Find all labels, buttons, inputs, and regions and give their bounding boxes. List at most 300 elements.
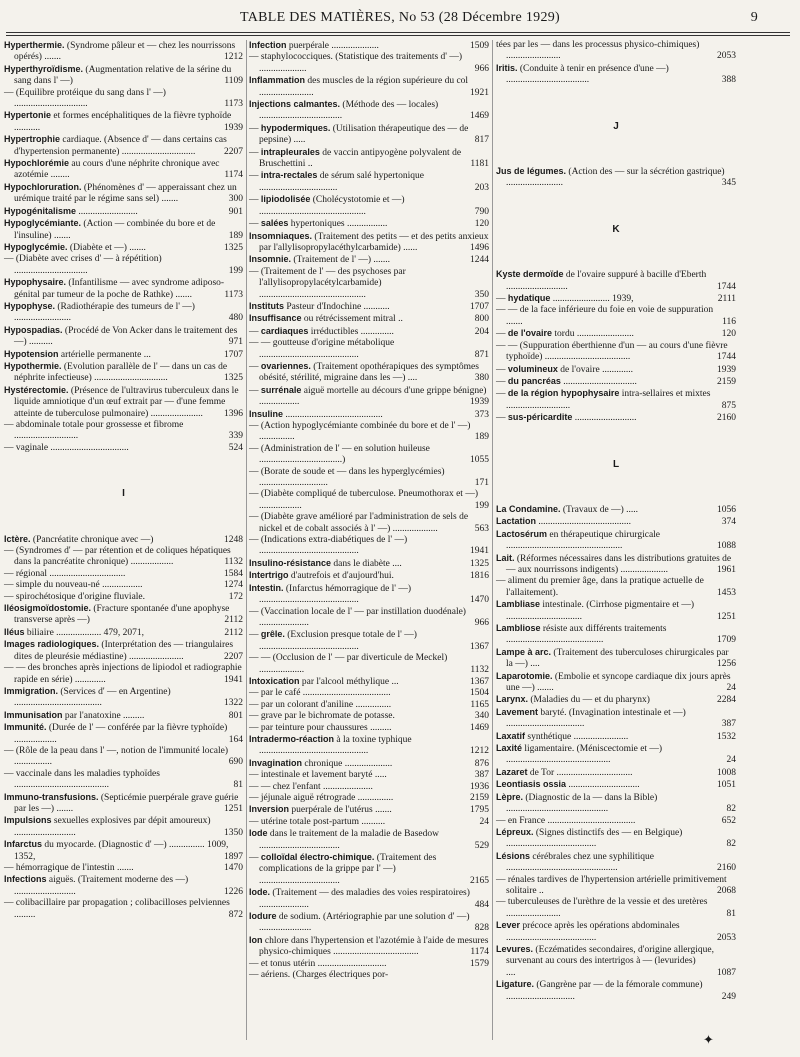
entry-page-ref: 484: [474, 899, 489, 910]
entry-page-ref: 1088: [717, 541, 736, 552]
entry-text: — (Diabète compliqué de tuberculose. Pneumothorax et —) ..................: [249, 489, 478, 511]
index-entry: [4, 592, 243, 603]
index-entry: [496, 707, 736, 731]
entry-text: — (Administration de l' — en solution huileuse ...................................): [249, 443, 430, 466]
entry-text: Hypospadias. (Procédé de Von Acker dans le traitement des —) ..........: [4, 324, 238, 348]
entry-text: — simple du nouveau-né .................: [4, 580, 143, 591]
entry-page-ref: 524: [228, 442, 243, 453]
entry-page-ref: 1709: [717, 635, 736, 646]
index-entry: [496, 376, 736, 388]
entry-page-ref: 875: [721, 400, 736, 411]
entry-page-ref: 171: [474, 478, 489, 489]
section-spacer: [496, 235, 736, 269]
index-entry: [249, 535, 489, 558]
entry-text: Inflammation des muscles de la région supérieure du col .......................: [249, 75, 469, 98]
entry-page-ref: 1939: [224, 122, 243, 133]
index-entry: [249, 959, 489, 970]
entry-text: — cardiaques irréductibles ..............: [249, 325, 394, 337]
index-entry: [4, 325, 243, 349]
entry-text: Lait. (Réformes nécessaires dans les distributions gratuites de — aux nourrissons indigents) ....................: [496, 552, 732, 575]
entry-page-ref: 1008: [717, 767, 736, 778]
entry-page-ref: 373: [474, 409, 489, 420]
entry-page-ref: 563: [474, 523, 489, 534]
entry-page-ref: 1367: [470, 676, 489, 687]
index-entry: [496, 529, 736, 553]
section-spacer: [496, 425, 736, 459]
entry-text: — colloïdal électro-chimique. (Traitement des complications de la grippe par l' —) ..................................: [249, 852, 437, 886]
index-entry: [4, 580, 243, 591]
entry-text: Insomniaques. (Traitement des petits — et des petits anxieux par l'allylisopropylacéthylcarbamide) ......: [249, 230, 489, 253]
entry-text: — sus-péricardite ..........................: [496, 412, 637, 424]
index-entry: [496, 328, 736, 340]
entry-text: Iritis. (Conduite à tenir en présence d'une —) ...................................: [496, 62, 669, 86]
entry-text: Lépreux. (Signes distinctifs des — en Belgique) ......................................: [496, 826, 683, 850]
entry-text: Laxatif synthétique .......................: [496, 730, 629, 742]
entry-text: — abdominale totale pour grossesse et fibrome ...........................: [4, 420, 184, 442]
entry-page-ref: 1173: [224, 289, 243, 300]
entry-text: — — goutteuse d'origine métabolique ..........................................: [249, 338, 395, 360]
index-entry: [4, 863, 243, 874]
entry-text: — salées hypertoniques .................: [249, 218, 388, 230]
entry-text: — du pancréas ...............................: [496, 375, 637, 387]
entry-page-ref: 1367: [470, 641, 489, 652]
entry-page-ref: 2159: [470, 793, 489, 803]
index-entry: [496, 293, 736, 305]
index-entry: [249, 267, 489, 301]
entry-page-ref: 2068: [717, 885, 736, 896]
index-entry: [4, 815, 243, 839]
index-entry: [496, 412, 736, 424]
entry-page-ref: 1470: [224, 863, 243, 873]
entry-text: — staphylococciques. (Statistique des traitements d' —) ....................: [249, 52, 463, 74]
entry-page-ref: 249: [721, 991, 736, 1002]
index-entry: [4, 64, 243, 88]
entry-text: Lavement baryté. (Invagination intestinale et —) .................................: [496, 706, 686, 730]
index-entry: [4, 420, 243, 443]
page-title: TABLE DES MATIÈRES, No 53 (28 Décembre 1929): [239, 10, 561, 25]
entry-text: Iléosigmoïdostomie. (Fracture spontanée d'une apophyse transverse après —): [4, 603, 230, 626]
entry-page-ref: 1181: [470, 159, 489, 170]
index-entry: [249, 770, 489, 781]
entry-text: Intoxication par l'alcool méthylique ...: [249, 675, 399, 687]
entry-page-ref: 2207: [224, 651, 243, 662]
entry-text: — vaginale .................................: [4, 442, 129, 453]
index-entry: [4, 301, 243, 325]
entry-page-ref: 1496: [470, 242, 489, 253]
index-entry: [4, 110, 243, 134]
index-entry: [4, 792, 243, 816]
entry-text: Laparotomie. (Embolie et syncope cardiaque dix jours après une —) .......: [496, 670, 731, 694]
entry-page-ref: 1470: [470, 595, 489, 606]
index-entry: [496, 341, 736, 364]
entry-text: La Condamine. (Travaux de —) .....: [496, 503, 638, 515]
entry-page-ref: 1921: [470, 87, 489, 98]
index-entry: [249, 911, 489, 935]
entry-page-ref: 24: [479, 816, 489, 827]
entry-page-ref: 2053: [717, 932, 736, 943]
index-entry: [4, 534, 243, 546]
entry-text: — (Equilibre protéique du sang dans l' —) ...............................: [4, 87, 166, 110]
index-entry: [496, 851, 736, 875]
section-letter: L: [612, 458, 620, 470]
entry-text: — lipiodolisée (Cholécystotomie et —) .............................................: [249, 194, 405, 217]
entry-text: — intrapleurales de vaccin antipyogène polyvalent de Bruschettini ..: [249, 146, 462, 170]
entry-page-ref: 1939: [470, 397, 489, 408]
index-entry: [496, 599, 736, 623]
entry-text: Immunisation par l'anatoxine .........: [4, 709, 145, 721]
index-entry: [249, 583, 489, 607]
index-entry: [496, 979, 736, 1003]
entry-page-ref: 652: [721, 815, 736, 826]
entry-text: Hypoglycémiante. (Action — combinée du bore et de l'insuline) .......: [4, 218, 216, 241]
entry-page-ref: 2112: [224, 627, 243, 638]
index-entry: [4, 361, 243, 385]
entry-page-ref: 2165: [470, 875, 489, 886]
index-entry: [496, 694, 736, 706]
entry-page-ref: 1816: [470, 571, 489, 582]
section-spacer: [496, 470, 736, 504]
entry-text: — — (Suppuration éberthienne d'un — au cours d'une fièvre typhoïde) ....................................: [496, 340, 728, 363]
entry-text: Hypochloruration. (Phénomènes d' — apperaissant chez un urémique traité par le régime sans sel) .......: [4, 181, 237, 205]
entry-page-ref: 203: [474, 182, 489, 193]
entry-page-ref: 1579: [470, 958, 489, 969]
index-entry: [249, 326, 489, 338]
entry-page-ref: 901: [228, 206, 243, 217]
index-entry: [496, 827, 736, 851]
entry-page-ref: 971: [228, 337, 243, 348]
entry-text: Levures. (Eczématides secondaires, d'origine allergique, survenant au cours des intertrigos à — (levurides) ....: [496, 943, 714, 978]
section-letter: K: [612, 223, 620, 235]
entry-text: — (Action hypoglycémiante combinée du bore et de l' —) ...............: [249, 421, 471, 443]
index-entry: [4, 769, 243, 792]
entry-text: — par teinture pour chaussures .........: [249, 722, 392, 733]
entry-page-ref: 82: [726, 839, 736, 850]
index-entry: [249, 385, 489, 409]
index-entry: [4, 242, 243, 254]
index-entry: [496, 875, 736, 898]
entry-page-ref: 1109: [224, 76, 243, 87]
entry-text: Infections aiguës. (Traitement moderne des —) ..........................: [4, 874, 189, 897]
entry-page-ref: 1055: [470, 455, 489, 466]
index-entry: [4, 627, 243, 639]
index-entry: [4, 182, 243, 206]
entry-page-ref: 1056: [717, 504, 736, 515]
index-entry: [249, 313, 489, 325]
entry-page-ref: 876: [474, 758, 489, 769]
entry-text: — ovariennes. (Traitement opothérapiques des symptômes obésité, stérilité, migraine dans les —) ....: [249, 360, 479, 384]
entry-text: — et tonus utérin .............................: [249, 958, 387, 969]
page-header: [0, 8, 800, 30]
index-entry: [496, 647, 736, 671]
entry-text: — spirochétosique d'origine fluviale.: [4, 591, 146, 602]
entry-text: Impulsions sexuelles explosives par dépit amoureux) ..........................: [4, 815, 211, 838]
entry-text: — (Syndromes d' — par rétention et de coliques hépatiques dans la pancréatite chronique) ..................: [4, 546, 231, 568]
entry-text: — tuberculeuses de l'urèthre de la vessie et des uretères .......................: [496, 897, 708, 919]
index-entry: [4, 839, 243, 863]
entry-text: Lésions cérébrales chez une syphilitique ...............................................: [496, 850, 654, 874]
entry-page-ref: 300: [228, 194, 243, 205]
entry-page-ref: 374: [721, 517, 736, 528]
entry-page-ref: 966: [474, 617, 489, 628]
index-entry: [249, 758, 489, 770]
entry-text: Hystérectomie. (Présence de l'ultravirus tuberculeux dans le liquide amniotique d'un œuf extrait par — d'une femme atteinte de tuberculose pulmonaire) ......................: [4, 384, 239, 419]
entry-page-ref: 1226: [224, 886, 243, 897]
entry-page-ref: 1350: [224, 827, 243, 838]
entry-text: — rénales tardives de l'hypertension artérielle primitivement solitaire ..: [496, 874, 727, 896]
entry-page-ref: 120: [721, 329, 736, 340]
index-entry: [496, 364, 736, 376]
entry-page-ref: 1941: [470, 546, 489, 557]
entry-text: — (Diabète avec crises d' — à répétition) ...............................: [4, 254, 162, 276]
entry-text: Insomnie. (Traitement de l' —) .......: [249, 254, 391, 266]
entry-text: Immigration. (Services d' — en Argentine) .....................................: [4, 685, 171, 709]
entry-text: Ion chlore dans l'hypertension et l'azotémie à l'aide de mesures physico-chimiques ....................................: [249, 934, 489, 958]
entry-text: Intradermo-réaction à la toxine typhique ..............................................: [249, 733, 412, 757]
index-entry: [249, 558, 489, 570]
index-entry: [249, 607, 489, 630]
index-entry: [496, 767, 736, 779]
entry-page-ref: 1961: [717, 564, 736, 575]
entry-text: Lèpre. (Diagnostic de la — dans la Bible) ...........................................: [496, 791, 658, 815]
entry-page-ref: 1212: [470, 746, 489, 757]
entry-text: — intra-rectales de sérum salé hypertonique .................................: [249, 170, 424, 193]
entry-text: Hypothermie. (Evolution parallèle de l' — dans un cas de néphrite infectieuse) ...............................: [4, 360, 228, 384]
index-entry: [249, 99, 489, 123]
index-entry: [249, 123, 489, 147]
index-column-2: [249, 40, 489, 982]
entry-page-ref: 1939: [717, 364, 736, 375]
entry-page-ref: 387: [474, 770, 489, 781]
entry-text: Hypertonie et formes encéphalitiques de la fièvre typhoïde ...........: [4, 110, 232, 133]
index-entry: [249, 489, 489, 512]
index-entry: [4, 663, 243, 686]
index-entry: [249, 711, 489, 722]
entry-text: — grave par le bichromate de potasse.: [249, 711, 395, 722]
index-entry: [249, 467, 489, 490]
entry-text: Hypoglycémie. (Diabète et —) .......: [4, 241, 146, 253]
entry-text: Intertrigo d'autrefois et d'aujourd'hui.: [249, 570, 394, 582]
index-entry: [496, 671, 736, 695]
entry-page-ref: 1173: [224, 99, 243, 110]
index-entry: [249, 828, 489, 852]
entry-page-ref: 790: [474, 206, 489, 217]
entry-page-ref: 690: [228, 757, 243, 768]
entry-page-ref: 81: [726, 908, 736, 919]
entry-text: Infection puerpérale ....................: [249, 40, 379, 51]
entry-page-ref: 1251: [224, 803, 243, 814]
entry-text: — hydatique ........................ 1939,: [496, 293, 634, 305]
index-entry: [496, 623, 736, 647]
entry-page-ref: 1274: [224, 580, 243, 591]
entry-text: — (Borate de soude et — dans les hyperglycémies) .............................: [249, 466, 445, 489]
entry-text: — — chez l'enfant .....................: [249, 781, 373, 792]
entry-text: — (Vaccination locale de l' — par instillation duodénale) .....................: [249, 606, 466, 628]
index-entry: [249, 570, 489, 582]
section-spacer: [4, 500, 243, 534]
index-entry: [249, 887, 489, 911]
entry-text: Hyperthermie. (Syndrome pâleur et — chez les nourrissons opérés) .......: [4, 40, 236, 63]
entry-text: Inversion puerpérale de l'utérus .......: [249, 804, 392, 816]
index-entry: [249, 935, 489, 959]
entry-text: Hypertrophie cardiaque. (Absence d' — dans certains cas d'hypertension permanente) ...............................: [4, 134, 227, 157]
entry-page-ref: 1174: [224, 170, 243, 181]
entry-text: Iode dans le traitement de la maladie de Basedow ..................................: [249, 828, 439, 851]
entry-text: Hypotension artérielle permanente ...: [4, 348, 151, 360]
entry-text: Immunité. (Durée de l' — conférée par la fièvre typhoïde) ..................: [4, 722, 228, 745]
entry-text: Iléus biliaire ................... 479, 2071,: [4, 626, 145, 638]
entry-text: — volumineux de l'ovaire .............: [496, 363, 633, 375]
entry-text: — aliment du premier âge, dans la pratique actuelle de l'allaitement).: [496, 576, 704, 598]
section-spacer: [496, 190, 736, 224]
entry-text: — vaccinale dans les maladies typhoïdes ........................................: [4, 768, 160, 791]
entry-text: — de la région hypophysaire intra-sellaires et mixtes ...........................: [496, 388, 711, 411]
entry-text: — de l'ovaire tordu ........................: [496, 328, 634, 340]
index-entry: [496, 166, 736, 190]
index-entry: [4, 443, 243, 454]
index-entry: [496, 743, 736, 767]
entry-page-ref: 1174: [470, 947, 489, 958]
entry-page-ref: 1251: [717, 611, 736, 622]
entry-page-ref: 81: [233, 780, 243, 791]
entry-text: Invagination chronique ....................: [249, 757, 393, 769]
entry-page-ref: 2207: [224, 146, 243, 157]
entry-text: — en France .....................................: [496, 815, 636, 826]
entry-page-ref: 1504: [470, 688, 489, 699]
entry-page-ref: 1325: [224, 373, 243, 384]
entry-page-ref: 1325: [224, 242, 243, 253]
entry-page-ref: 1509: [470, 41, 489, 51]
entry-page-ref: 800: [474, 314, 489, 325]
entry-page-ref: 1453: [717, 587, 736, 598]
entry-page-ref: 1165: [470, 699, 489, 710]
entry-text: Iode. (Traitement — des maladies des voies respiratoires) .....................: [249, 887, 470, 910]
entry-page-ref: 120: [474, 219, 489, 230]
entry-text: — utérine totale post-partum ..........: [249, 816, 386, 827]
index-column-3: [496, 40, 736, 1003]
entry-text: Immuno-transfusions. (Septicémie puerpérale grave guérie par les —) .......: [4, 791, 239, 814]
entry-page-ref: 966: [474, 63, 489, 74]
entry-text: — par un colorant d'aniline ...............: [249, 699, 392, 710]
entry-page-ref: 871: [474, 349, 489, 360]
entry-page-ref: 388: [721, 75, 736, 86]
entry-page-ref: 1936: [470, 781, 489, 792]
index-entry: [249, 444, 489, 467]
index-entry: [496, 388, 736, 412]
entry-page-ref: 350: [474, 289, 489, 300]
entry-text: Lactosérum en thérapeutique chirurgicale .................................................: [496, 528, 661, 552]
index-entry: [4, 158, 243, 182]
entry-page-ref: 1132: [470, 664, 489, 675]
index-entry: [496, 816, 736, 827]
entry-text: Images radiologiques. (Interprétation des — triangulaires dites de pleurésie médiastine) .......................: [4, 639, 234, 662]
entry-text: Iodure de sodium. (Artériographie par une solution d' —) ......................: [249, 911, 470, 934]
index-entry: [249, 793, 489, 804]
index-entry: [496, 731, 736, 743]
entry-text: — hémorragique de l'intestin .......: [4, 863, 134, 873]
index-entry: [249, 409, 489, 421]
entry-page-ref: 1087: [717, 967, 736, 978]
index-entry: [249, 254, 489, 266]
entry-page-ref: 1744: [717, 352, 736, 363]
section-spacer: [4, 454, 243, 488]
entry-text: Hypophyse. (Radiothérapie des tumeurs de l' —) ........................: [4, 300, 195, 324]
index-entry: [496, 920, 736, 944]
entry-page-ref: 2053: [717, 51, 736, 62]
index-entry: [249, 170, 489, 194]
index-entry: [4, 218, 243, 242]
entry-page-ref: 204: [474, 326, 489, 337]
index-entry: [496, 516, 736, 528]
entry-text: Lever précoce après les opérations abdominales ......................................: [496, 920, 680, 943]
index-entry: [249, 218, 489, 230]
index-entry: [496, 305, 736, 328]
entry-page-ref: 1532: [717, 731, 736, 742]
entry-page-ref: 1244: [470, 255, 489, 266]
entry-page-ref: 1744: [717, 281, 736, 292]
ornament-icon: ✦: [703, 1032, 714, 1047]
entry-page-ref: 164: [228, 734, 243, 745]
entry-text: Hypophysaire. (Infantilisme — avec syndrome adiposo-génital par tumeur de la poche de Rathke) .......: [4, 277, 225, 300]
entry-text: Kyste dermoïde de l'ovaire suppuré à bacille d'Eberth ..........................: [496, 269, 707, 292]
index-entry: [4, 385, 243, 420]
index-entry: [496, 779, 736, 791]
index-entry: [249, 723, 489, 734]
entry-page-ref: 1396: [224, 408, 243, 419]
index-entry: [496, 897, 736, 920]
index-entry: [496, 269, 736, 293]
header-rule: [6, 35, 790, 36]
index-entry: [496, 504, 736, 516]
entry-page-ref: 1941: [224, 674, 243, 685]
entry-text: — intestinale et lavement baryté .....: [249, 770, 387, 781]
section-spacer: [496, 132, 736, 166]
entry-text: Hypogénitalisme .........................: [4, 205, 138, 217]
index-entry: [249, 804, 489, 816]
index-entry: [4, 134, 243, 158]
index-entry: [249, 361, 489, 385]
index-entry: [496, 63, 736, 87]
index-entry: [496, 944, 736, 979]
entry-text: — aériens. (Charges électriques por-: [249, 970, 389, 981]
entry-page-ref: 1322: [224, 698, 243, 709]
index-entry: [4, 254, 243, 277]
index-entry: [249, 231, 489, 255]
entry-page-ref: 817: [474, 135, 489, 146]
entry-page-ref: 2111: [717, 294, 736, 305]
entry-text: — par le café .....................................: [249, 688, 391, 699]
index-entry: [249, 970, 489, 981]
entry-text: Insuffisance ou rétrécissement mitral ..: [249, 313, 403, 325]
entry-page-ref: 1584: [224, 568, 243, 579]
index-entry: [249, 817, 489, 828]
index-entry: [249, 421, 489, 444]
index-entry: [4, 898, 243, 921]
index-entry: [249, 194, 489, 218]
entry-page-ref: 340: [474, 711, 489, 722]
index-entry: [249, 653, 489, 676]
entry-text: — (Indications extra-diabétiques de l' —) ..........................................: [249, 535, 408, 557]
index-entry: [249, 52, 489, 75]
entry-text: Infarctus du myocarde. (Diagnostic d' —) ............... 1009, 1352,: [4, 839, 229, 862]
index-entry: [249, 734, 489, 758]
entry-page-ref: 2159: [717, 376, 736, 387]
entry-page-ref: 1256: [717, 659, 736, 670]
entry-text: Lambliose résiste aux différents traitements .........................................: [496, 623, 667, 646]
index-entry: [4, 277, 243, 301]
entry-text: Ictère. (Pancréatite chronique avec —): [4, 533, 154, 545]
entry-text: Lambliase intestinale. (Cirrhose pigmentaire et —) ................................: [496, 599, 695, 622]
entry-page-ref: 2160: [717, 413, 736, 424]
